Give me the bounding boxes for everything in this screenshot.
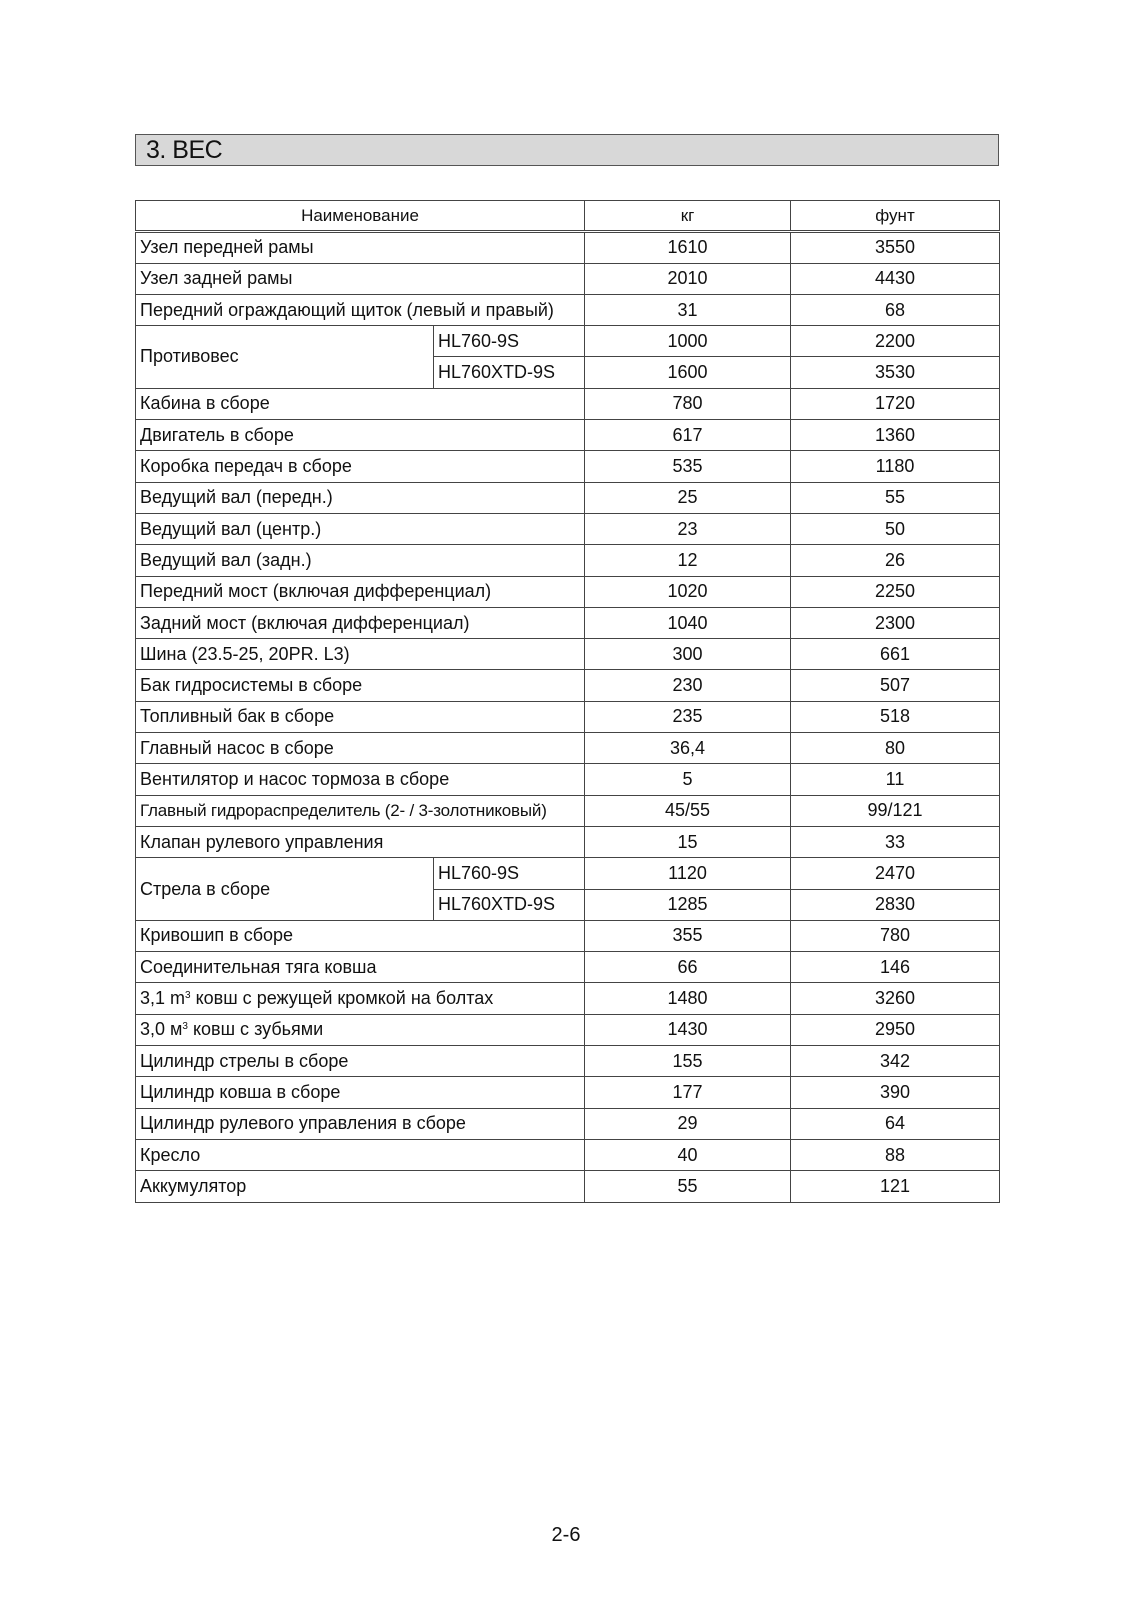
table-row: [136, 983, 1000, 1014]
row-kg: 66: [585, 952, 791, 983]
row-kg: 155: [585, 1046, 791, 1077]
table-row: [136, 420, 1000, 451]
row-lb: 4430: [791, 263, 1000, 294]
row-lb: 80: [791, 733, 1000, 764]
table-header-row: [136, 201, 1000, 232]
row-lb: 1180: [791, 451, 1000, 482]
row-name: Бак гидросистемы в сборе: [136, 670, 585, 701]
row-kg: 235: [585, 701, 791, 732]
table-row: [136, 294, 1000, 325]
row-lb: 11: [791, 764, 1000, 795]
table-row: [136, 513, 1000, 544]
row-model: HL760XTD-9S: [434, 889, 585, 920]
header-lb: фунт: [791, 201, 1000, 232]
row-name: Ведущий вал (передн.): [136, 482, 585, 513]
table-row: [136, 482, 1000, 513]
row-name: Ведущий вал (задн.): [136, 545, 585, 576]
table-row: [136, 326, 1000, 357]
row-kg: 23: [585, 513, 791, 544]
table-row: [136, 1077, 1000, 1108]
row-name: Кабина в сборе: [136, 388, 585, 419]
row-lb: 342: [791, 1046, 1000, 1077]
row-kg: 355: [585, 920, 791, 951]
row-lb: 121: [791, 1171, 1000, 1202]
row-kg: 1120: [585, 858, 791, 889]
row-kg: 1020: [585, 576, 791, 607]
row-kg: 177: [585, 1077, 791, 1108]
table-row: [136, 920, 1000, 951]
row-kg: 36,4: [585, 733, 791, 764]
row-name: Задний мост (включая дифференциал): [136, 607, 585, 638]
row-lb: 2250: [791, 576, 1000, 607]
row-lb: 3260: [791, 983, 1000, 1014]
page-number: 2-6: [551, 1524, 581, 1546]
header-kg: кг: [585, 201, 791, 232]
row-model: HL760XTD-9S: [434, 357, 585, 388]
row-kg: 1480: [585, 983, 791, 1014]
row-name-pre: 3,0 м: [140, 1019, 183, 1040]
row-kg: 230: [585, 670, 791, 701]
row-name: Клапан рулевого управления: [136, 826, 585, 857]
row-name-post: ковш с зубьями: [187, 1019, 324, 1040]
table-row: [136, 451, 1000, 482]
table-row: [136, 952, 1000, 983]
row-kg: 617: [585, 420, 791, 451]
table-row: [136, 1046, 1000, 1077]
table-row: [136, 232, 1000, 263]
row-kg: 45/55: [585, 795, 791, 826]
row-lb: 2830: [791, 889, 1000, 920]
row-lb: 390: [791, 1077, 1000, 1108]
row-name: Кресло: [136, 1139, 585, 1170]
row-name: Шина (23.5-25, 20PR. L3): [136, 639, 585, 670]
row-kg: 1285: [585, 889, 791, 920]
table-row: [136, 576, 1000, 607]
row-lb: 146: [791, 952, 1000, 983]
row-lb: 1360: [791, 420, 1000, 451]
row-lb: 88: [791, 1139, 1000, 1170]
row-name: Топливный бак в сборе: [136, 701, 585, 732]
weight-table: [135, 200, 1000, 1203]
table-row: [136, 1139, 1000, 1170]
row-name: Цилиндр стрелы в сборе: [136, 1046, 585, 1077]
table-row: [136, 701, 1000, 732]
row-kg: 12: [585, 545, 791, 576]
row-name: Кривошип в сборе: [136, 920, 585, 951]
row-lb: 99/121: [791, 795, 1000, 826]
row-lb: 64: [791, 1108, 1000, 1139]
row-name: Главный насос в сборе: [136, 733, 585, 764]
row-kg: 780: [585, 388, 791, 419]
row-lb: 2950: [791, 1014, 1000, 1045]
header-name: Наименование: [136, 201, 585, 232]
row-name: Вентилятор и насос тормоза в сборе: [136, 764, 585, 795]
row-name: [136, 983, 585, 1014]
table-row: [136, 545, 1000, 576]
row-name: Передний ограждающий щиток (левый и правый): [136, 294, 585, 325]
row-name-post: ковш с режущей кромкой на болтах: [190, 988, 494, 1009]
table-row: [136, 764, 1000, 795]
row-name: Коробка передач в сборе: [136, 451, 585, 482]
row-name: Соединительная тяга ковша: [136, 952, 585, 983]
row-lb: 2300: [791, 607, 1000, 638]
row-name: [136, 1014, 585, 1045]
table-row: [136, 388, 1000, 419]
row-kg: 2010: [585, 263, 791, 294]
row-kg: 1040: [585, 607, 791, 638]
row-name: Противовес: [136, 326, 434, 389]
row-kg: 300: [585, 639, 791, 670]
row-name-superscript: 3: [185, 990, 191, 1002]
row-lb: 33: [791, 826, 1000, 857]
section-title: 3. ВЕС: [135, 134, 999, 166]
table-row: [136, 1108, 1000, 1139]
row-name: Стрела в сборе: [136, 858, 434, 921]
table-row: [136, 826, 1000, 857]
table-row: [136, 733, 1000, 764]
row-lb: 518: [791, 701, 1000, 732]
row-name: Ведущий вал (центр.): [136, 513, 585, 544]
row-kg: 40: [585, 1139, 791, 1170]
row-name: Аккумулятор: [136, 1171, 585, 1202]
row-kg: 25: [585, 482, 791, 513]
row-lb: 2470: [791, 858, 1000, 889]
row-kg: 15: [585, 826, 791, 857]
row-lb: 26: [791, 545, 1000, 576]
row-model: HL760-9S: [434, 326, 585, 357]
row-kg: 1000: [585, 326, 791, 357]
row-model: HL760-9S: [434, 858, 585, 889]
row-name: Двигатель в сборе: [136, 420, 585, 451]
row-name-superscript: 3: [182, 1021, 188, 1033]
table-row: [136, 639, 1000, 670]
row-lb: 780: [791, 920, 1000, 951]
row-name: Цилиндр рулевого управления в сборе: [136, 1108, 585, 1139]
table-row: [136, 607, 1000, 638]
row-name: Узел передней рамы: [136, 232, 585, 263]
table-row: [136, 858, 1000, 889]
row-kg: 5: [585, 764, 791, 795]
table-row: [136, 1171, 1000, 1202]
row-lb: 661: [791, 639, 1000, 670]
row-name: Передний мост (включая дифференциал): [136, 576, 585, 607]
table-row: [136, 1014, 1000, 1045]
row-name: Цилиндр ковша в сборе: [136, 1077, 585, 1108]
row-kg: 29: [585, 1108, 791, 1139]
table-row: [136, 670, 1000, 701]
row-kg: 55: [585, 1171, 791, 1202]
row-lb: 68: [791, 294, 1000, 325]
row-lb: 3550: [791, 232, 1000, 263]
row-lb: 1720: [791, 388, 1000, 419]
table-row: [136, 263, 1000, 294]
row-kg: 31: [585, 294, 791, 325]
row-kg: 535: [585, 451, 791, 482]
row-name-pre: 3,1 m: [140, 988, 186, 1009]
row-lb: 507: [791, 670, 1000, 701]
row-lb: 3530: [791, 357, 1000, 388]
row-name: Узел задней рамы: [136, 263, 585, 294]
row-lb: 55: [791, 482, 1000, 513]
row-name: Главный гидрораспределитель (2- / 3-золотниковый): [136, 795, 585, 826]
row-kg: 1430: [585, 1014, 791, 1045]
row-kg: 1600: [585, 357, 791, 388]
row-lb: 50: [791, 513, 1000, 544]
row-kg: 1610: [585, 232, 791, 263]
row-lb: 2200: [791, 326, 1000, 357]
table-row: [136, 795, 1000, 826]
